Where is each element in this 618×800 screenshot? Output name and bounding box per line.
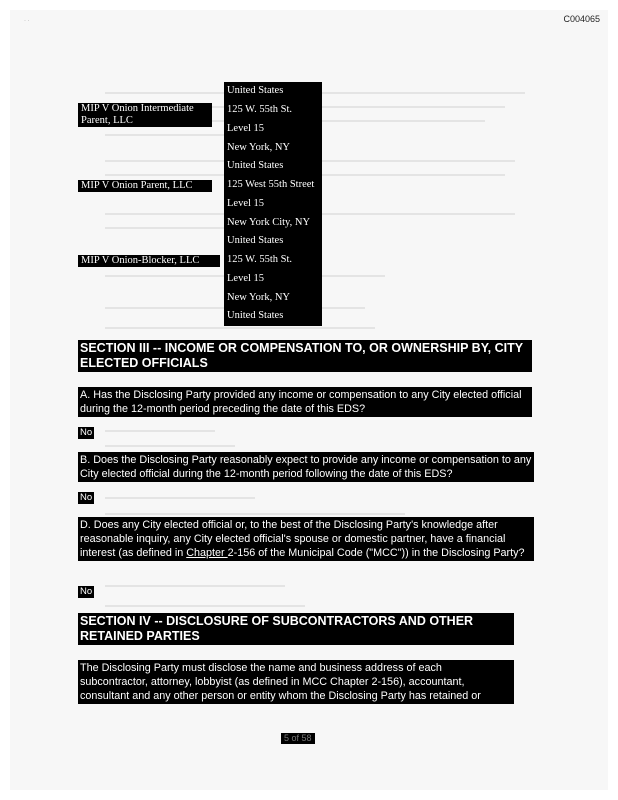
- question-a: A. Has the Disclosing Party provided any income or compensation to any City elected official during the 12-month period preceding the date of this EDS?: [78, 387, 532, 417]
- address-line: New York, NY: [227, 291, 291, 303]
- entity-2-address: [224, 176, 322, 251]
- address-line: 125 West 55th Street: [227, 179, 315, 190]
- address-line: Level 15: [227, 272, 265, 284]
- address-line: New York, NY: [227, 141, 291, 153]
- document-id: C004065: [563, 14, 600, 24]
- entity-3-address: [224, 251, 322, 326]
- address-line: New York City, NY: [227, 216, 311, 228]
- answer-b: No: [80, 492, 93, 503]
- section-iii-heading: SECTION III -- INCOME OR COMPENSATION TO, OR OWNERSHIP BY, CITY ELECTED OFFICIALS: [78, 340, 532, 372]
- address-line: 125 W. 55th St.: [227, 104, 293, 115]
- address-line: United States: [227, 160, 284, 172]
- section-iv-body: The Disclosing Party must disclose the name and business address of each subcontractor, attorney, lobbyist (as defined in MCC Chapter 2-156), accountant, consultant and any other person or entity whom the Disclosing Party has retained or: [78, 660, 514, 704]
- address-line: 125 W. 55th St.: [227, 254, 293, 265]
- entity-3-name: MIP V Onion-Blocker, LLC: [78, 255, 220, 267]
- question-b: B. Does the Disclosing Party reasonably expect to provide any income or compensation to any City elected official during the 12-month period following the date of this EDS?: [78, 452, 534, 482]
- scan-corner-mark: · ·: [24, 18, 30, 24]
- address-line: Level 15: [227, 197, 265, 209]
- answer-d: No: [80, 586, 93, 597]
- address-line: United States: [227, 310, 284, 322]
- address-line: United States: [227, 85, 284, 96]
- entity-3-name-cell: [78, 255, 220, 267]
- address-line: Level 15: [227, 122, 265, 134]
- question-d-text-end: 2-156 of the Municipal Code ("MCC")) in the Disclosing Party?: [227, 547, 525, 559]
- entity-2-name: MIP V Onion Parent, LLC: [78, 180, 212, 192]
- question-d-text: D. Does any City elected official or, to the best of the Disclosing Party's knowledge after reasonable inquiry, any City elected official's spouse or domestic partner, have a financial interest (as defined in: [80, 519, 506, 559]
- entity-0-address: [224, 82, 322, 101]
- page-number: 5 of 58: [281, 733, 315, 744]
- answer-a: No: [80, 427, 93, 438]
- address-line: United States: [227, 235, 284, 247]
- entity-1-name: MIP V Onion Intermediate Parent, LLC: [78, 103, 212, 127]
- entity-1-name-cell: [78, 103, 220, 127]
- section-iv-heading: SECTION IV -- DISCLOSURE OF SUBCONTRACTORS AND OTHER RETAINED PARTIES: [78, 613, 514, 645]
- mcc-chapter-link[interactable]: Chapter: [186, 547, 228, 559]
- question-d: [78, 517, 534, 561]
- entity-1-address: [224, 101, 322, 176]
- entity-2-name-cell: [78, 180, 220, 192]
